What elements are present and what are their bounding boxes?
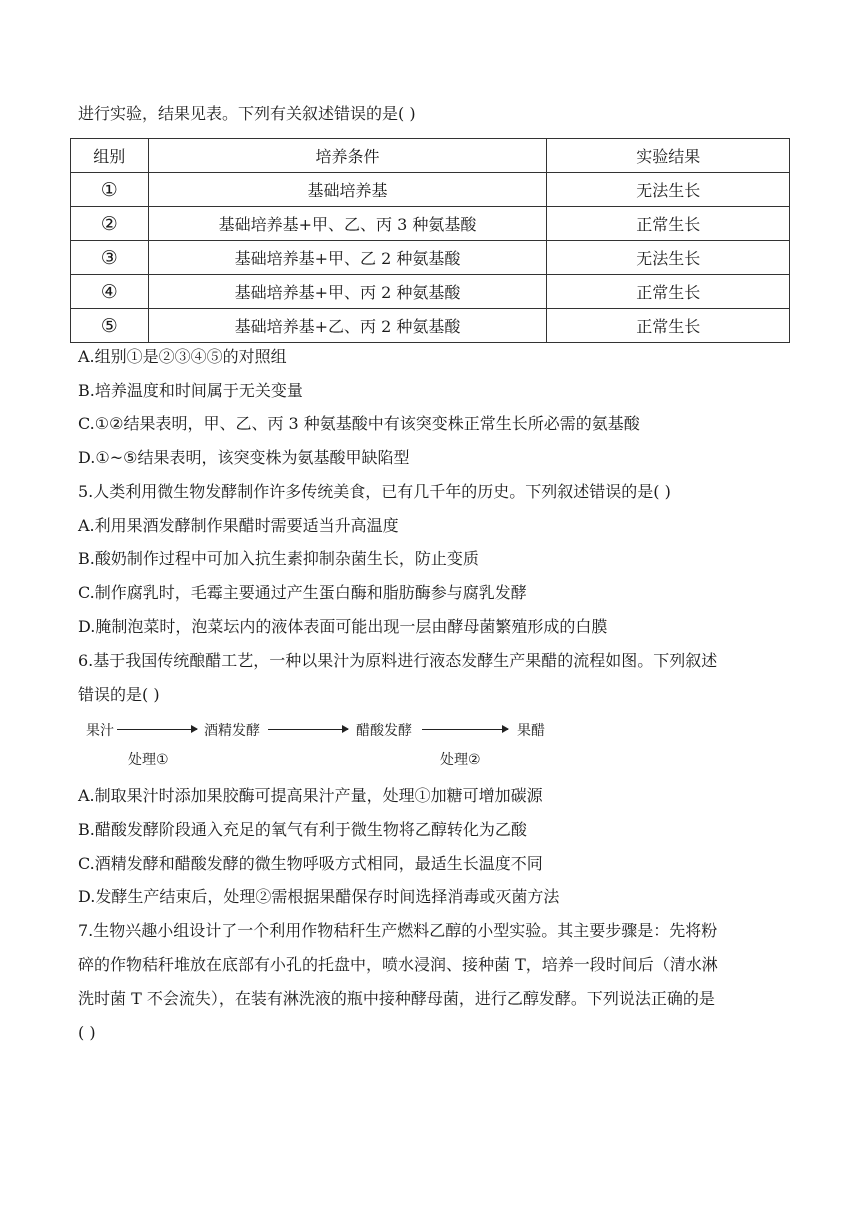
table-cell-group: ⑤ xyxy=(71,309,149,343)
q6-stem-line1: 6.基于我国传统酿醋工艺，一种以果汁为原料进行液态发酵生产果醋的流程如图。下列叙述 xyxy=(78,651,718,670)
table-row xyxy=(71,173,790,207)
table-row xyxy=(71,309,790,343)
q5-option-c: C.制作腐乳时，毛霉主要通过产生蛋白酶和脂肪酶参与腐乳发酵 xyxy=(78,583,527,602)
table-header-result: 实验结果 xyxy=(547,139,790,173)
table-cell-result: 无法生长 xyxy=(547,241,790,275)
flow-node-alcohol-fermentation: 酒精发酵 xyxy=(204,723,260,739)
flow-node-juice: 果汁 xyxy=(86,723,114,739)
flow-arrow-2 xyxy=(268,729,348,730)
q5-option-d: D.腌制泡菜时，泡菜坛内的液体表面可能出现一层由酵母菌繁殖形成的白膜 xyxy=(78,617,608,636)
table-header-group: 组别 xyxy=(71,139,149,173)
table-cell-result: 正常生长 xyxy=(547,275,790,309)
table-cell-group: ④ xyxy=(71,275,149,309)
flow-label-treatment-2: 处理② xyxy=(440,752,481,768)
q6-option-b: B.醋酸发酵阶段通入充足的氧气有利于微生物将乙醇转化为乙酸 xyxy=(78,820,527,839)
question-intro: 进行实验，结果见表。下列有关叙述错误的是( ) xyxy=(78,104,416,123)
table-cell-result: 无法生长 xyxy=(547,173,790,207)
q4-option-a: A.组别①是②③④⑤的对照组 xyxy=(78,347,287,366)
q7-stem-line3: 洗时菌 T 不会流失），在装有淋洗液的瓶中接种酵母菌，进行乙醇发酵。下列说法正确的是 xyxy=(78,989,715,1008)
table-cell-condition: 基础培养基+乙、丙 2 种氨基酸 xyxy=(148,309,547,343)
q5-option-b: B.酸奶制作过程中可加入抗生素抑制杂菌生长，防止变质 xyxy=(78,549,479,568)
experiment-table xyxy=(70,138,790,343)
q7-stem-line4: ( ) xyxy=(78,1023,96,1042)
table-row xyxy=(71,241,790,275)
flow-label-treatment-1: 处理① xyxy=(128,752,169,768)
table-header-row xyxy=(71,139,790,173)
table-header-condition: 培养条件 xyxy=(148,139,547,173)
table-cell-group: ② xyxy=(71,207,149,241)
q7-stem-line2: 碎的作物秸秆堆放在底部有小孔的托盘中，喷水浸润、接种菌 T，培养一段时间后（清水淋 xyxy=(78,955,718,974)
table-cell-condition: 基础培养基+甲、乙 2 种氨基酸 xyxy=(148,241,547,275)
q5-option-a: A.利用果酒发酵制作果醋时需要适当升高温度 xyxy=(78,516,399,535)
table-cell-group: ① xyxy=(71,173,149,207)
table-cell-result: 正常生长 xyxy=(547,309,790,343)
table-cell-condition: 基础培养基+甲、乙、丙 3 种氨基酸 xyxy=(148,207,547,241)
q4-option-d: D.①~⑤结果表明，该突变株为氨基酸甲缺陷型 xyxy=(78,448,410,467)
flow-node-vinegar: 果醋 xyxy=(517,723,545,739)
table-cell-result: 正常生长 xyxy=(547,207,790,241)
q6-option-a: A.制取果汁时添加果胶酶可提高果汁产量，处理①加糖可增加碳源 xyxy=(78,786,543,805)
flow-node-acetic-fermentation: 醋酸发酵 xyxy=(356,723,412,739)
q6-stem-line2: 错误的是( ) xyxy=(78,685,160,704)
q4-option-b: B.培养温度和时间属于无关变量 xyxy=(78,381,303,400)
table-row xyxy=(71,275,790,309)
table-cell-condition: 基础培养基+甲、丙 2 种氨基酸 xyxy=(148,275,547,309)
flow-arrow-3 xyxy=(422,729,508,730)
process-flow-diagram xyxy=(86,716,566,776)
table-cell-condition: 基础培养基 xyxy=(148,173,547,207)
q6-option-c: C.酒精发酵和醋酸发酵的微生物呼吸方式相同，最适生长温度不同 xyxy=(78,854,543,873)
q7-stem-line1: 7.生物兴趣小组设计了一个利用作物秸秆生产燃料乙醇的小型实验。其主要步骤是：先将粉 xyxy=(78,921,718,940)
q6-option-d: D.发酵生产结束后，处理②需根据果醋保存时间选择消毒或灭菌方法 xyxy=(78,887,560,906)
table-cell-group: ③ xyxy=(71,241,149,275)
table-row xyxy=(71,207,790,241)
flow-arrow-1 xyxy=(117,729,197,730)
q4-option-c: C.①②结果表明，甲、乙、丙 3 种氨基酸中有该突变株正常生长所必需的氨基酸 xyxy=(78,414,640,433)
q5-stem: 5.人类利用微生物发酵制作许多传统美食，已有几千年的历史。下列叙述错误的是( ) xyxy=(78,482,671,501)
